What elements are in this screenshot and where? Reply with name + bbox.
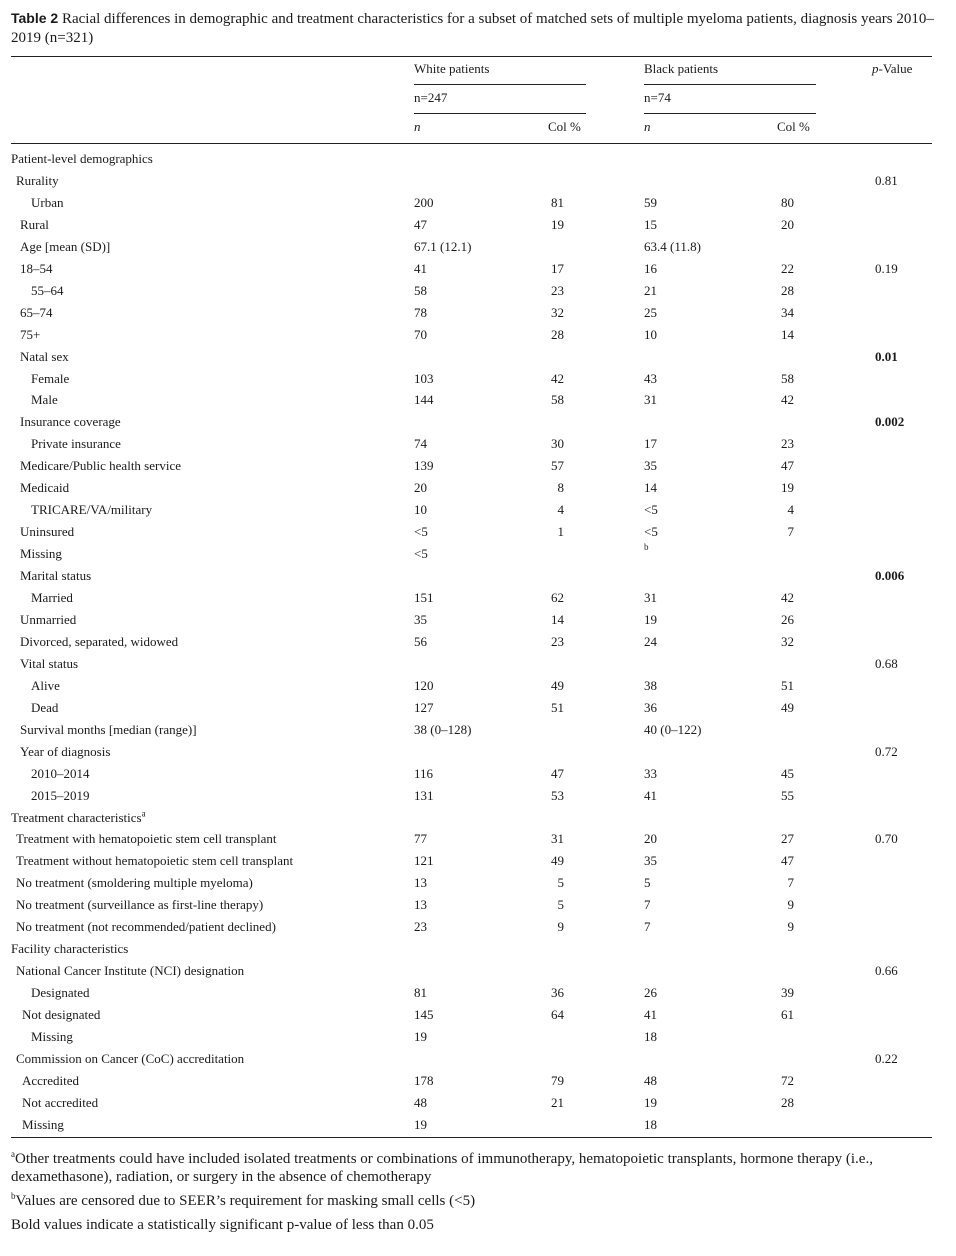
cell-black-count: 26 xyxy=(644,985,657,1000)
table-row xyxy=(0,941,956,963)
cell-black-col-pct: 61 xyxy=(781,1007,794,1022)
white-group-rule xyxy=(414,84,586,85)
cell-black-count: 63.4 (11.8) xyxy=(644,239,701,254)
cell-white-count: 178 xyxy=(414,1073,434,1088)
cell-white-col-pct: 51 xyxy=(551,700,564,715)
row-label: Rural xyxy=(20,217,49,232)
table-row xyxy=(0,349,956,371)
row-label: Facility characteristics xyxy=(11,941,129,956)
row-label: Female xyxy=(31,371,70,386)
cell-white-col-pct: 47 xyxy=(551,766,564,781)
footnote-a-text: Other treatments could have included isolated treatments or combinations of immunotherapy, hematopoietic transplants, hormone therapy (i.e., dexamethasone), radiation, or surgery in the absence of chemotherapy xyxy=(11,1151,873,1185)
row-label: Patient-level demographics xyxy=(11,151,153,166)
cell-p-value: 0.22 xyxy=(875,1051,898,1066)
footnote-bold-text: Bold values indicate a statistically significant p-value of less than 0.05 xyxy=(11,1217,434,1233)
row-label: Commission on Cancer (CoC) accreditation xyxy=(16,1051,245,1066)
row-label: Accredited xyxy=(22,1073,80,1088)
cell-white-col-pct: 23 xyxy=(551,283,564,298)
cell-white-count: <5 xyxy=(414,546,428,561)
footnote-a xyxy=(11,1150,946,1186)
cell-white-count: 144 xyxy=(414,392,434,407)
cell-white-col-pct: 49 xyxy=(551,853,564,868)
table-row xyxy=(0,436,956,458)
cell-black-col-pct: 42 xyxy=(781,590,794,605)
table-row xyxy=(0,590,956,612)
cell-white-col-pct: 42 xyxy=(551,371,564,386)
cell-black-col-pct: 27 xyxy=(781,831,794,846)
bottom-rule xyxy=(11,1137,932,1138)
row-label: Designated xyxy=(31,985,90,1000)
header-white-patients: White patients xyxy=(414,61,490,76)
cell-black-col-pct: 14 xyxy=(781,327,794,342)
cell-black-col-pct: 80 xyxy=(781,195,794,210)
cell-white-count: 48 xyxy=(414,1095,427,1110)
table-row xyxy=(0,919,956,941)
cell-black-count: 31 xyxy=(644,590,657,605)
table-row xyxy=(0,458,956,480)
cell-black-col-pct: 34 xyxy=(781,305,794,320)
table-row xyxy=(0,612,956,634)
cell-white-col-pct: 32 xyxy=(551,305,564,320)
row-label: No treatment (surveillance as first-line therapy) xyxy=(16,897,264,912)
cell-white-col-pct: 30 xyxy=(551,436,564,451)
table-row xyxy=(0,151,956,173)
table-row xyxy=(0,634,956,656)
table-row xyxy=(0,568,956,590)
cell-white-col-pct: 23 xyxy=(551,634,564,649)
table-row xyxy=(0,305,956,327)
cell-white-col-pct: 64 xyxy=(551,1007,564,1022)
cell-white-count: 70 xyxy=(414,327,427,342)
cell-white-col-pct: 5 xyxy=(557,875,564,890)
cell-black-col-pct: 28 xyxy=(781,283,794,298)
table-row xyxy=(0,766,956,788)
cell-p-value: 0.01 xyxy=(875,349,898,364)
row-label: Medicare/Public health service xyxy=(20,458,181,473)
cell-black-count: 16 xyxy=(644,261,657,276)
row-label: 65–74 xyxy=(20,305,53,320)
cell-white-col-pct: 14 xyxy=(551,612,564,627)
row-label: Natal sex xyxy=(20,349,69,364)
cell-white-col-pct: 57 xyxy=(551,458,564,473)
cell-white-col-pct: 62 xyxy=(551,590,564,605)
cell-black-count: 17 xyxy=(644,436,657,451)
table-row xyxy=(0,502,956,524)
cell-black-col-pct: 9 xyxy=(787,897,794,912)
cell-p-value: 0.006 xyxy=(875,568,905,583)
cell-white-count: 145 xyxy=(414,1007,434,1022)
row-label: Male xyxy=(31,392,58,407)
row-label: No treatment (not recommended/patient declined) xyxy=(16,919,276,934)
cell-p-value: 0.66 xyxy=(875,963,898,978)
cell-white-count: 35 xyxy=(414,612,427,627)
table-row xyxy=(0,875,956,897)
table-row xyxy=(0,810,956,832)
cell-white-count: 77 xyxy=(414,831,427,846)
table-row xyxy=(0,480,956,502)
row-label: Year of diagnosis xyxy=(20,744,111,759)
cell-black-count: 35 xyxy=(644,853,657,868)
cell-white-count: 116 xyxy=(414,766,434,781)
row-label: No treatment (smoldering multiple myeloma) xyxy=(16,875,253,890)
footnote-b-text: Values are censored due to SEER’s requirement for masking small cells (<5) xyxy=(15,1193,476,1209)
cell-black-count: 19 xyxy=(644,1095,657,1110)
row-label: Missing xyxy=(22,1117,64,1132)
table-row xyxy=(0,524,956,546)
cell-white-col-pct: 21 xyxy=(551,1095,564,1110)
cell-black-count: 40 (0–122) xyxy=(644,722,702,737)
cell-white-col-pct: 81 xyxy=(551,195,564,210)
cell-black-col-pct: 23 xyxy=(781,436,794,451)
header-white-n: n=247 xyxy=(414,90,448,105)
cell-white-count: 78 xyxy=(414,305,427,320)
footnote-b-mark: b xyxy=(11,1191,16,1201)
cell-black-count: 18 xyxy=(644,1117,657,1132)
table-row xyxy=(0,371,956,393)
cell-black-count: 5 xyxy=(644,875,651,890)
row-label: Married xyxy=(31,590,73,605)
row-label: Divorced, separated, widowed xyxy=(20,634,179,649)
row-label: Treatment characteristics$^a$ xyxy=(11,808,146,825)
cell-white-count: 103 xyxy=(414,371,434,386)
cell-white-count: 120 xyxy=(414,678,434,693)
cell-white-count: <5 xyxy=(414,524,428,539)
cell-black-count: 59 xyxy=(644,195,657,210)
cell-black-col-pct: 7 xyxy=(787,524,794,539)
top-rule xyxy=(11,56,932,57)
table-row xyxy=(0,1073,956,1095)
cell-black-count: 24 xyxy=(644,634,657,649)
row-label: Urban xyxy=(31,195,64,210)
header-black-patients: Black patients xyxy=(644,61,719,76)
cell-black-count: 25 xyxy=(644,305,657,320)
table-row xyxy=(0,1051,956,1073)
row-label: Insurance coverage xyxy=(20,414,121,429)
table-row xyxy=(0,327,956,349)
cell-black-count: 31 xyxy=(644,392,657,407)
cell-white-col-pct: 8 xyxy=(557,480,564,495)
header-black-col-pct: Col % xyxy=(777,119,810,134)
row-label: Marital status xyxy=(20,568,92,583)
cell-white-col-pct: 31 xyxy=(551,831,564,846)
cell-black-count: 41 xyxy=(644,1007,657,1022)
cell-black-count: 14 xyxy=(644,480,657,495)
cell-white-col-pct: 28 xyxy=(551,327,564,342)
table-row xyxy=(0,985,956,1007)
cell-black-col-pct: 55 xyxy=(781,788,794,803)
cell-white-count: 19 xyxy=(414,1117,427,1132)
cell-white-col-pct: 5 xyxy=(557,897,564,912)
cell-black-col-pct: 22 xyxy=(781,261,794,276)
cell-black-count: <5 xyxy=(644,524,658,539)
table-row xyxy=(0,700,956,722)
table-row xyxy=(0,1007,956,1029)
cell-white-count: 131 xyxy=(414,788,434,803)
cell-white-count: 38 (0–128) xyxy=(414,722,472,737)
table-caption-text: Racial differences in demographic and treatment characteristics for a subset of matched sets of multiple myeloma patients, diagnosis years 2010–2019 (n=321) xyxy=(11,11,934,46)
row-label: 75+ xyxy=(20,327,41,342)
table-row xyxy=(0,195,956,217)
header-white-count: n xyxy=(414,119,421,134)
cell-white-count: 20 xyxy=(414,480,427,495)
cell-black-count: <5 xyxy=(644,502,658,517)
cell-p-value: 0.72 xyxy=(875,744,898,759)
cell-white-col-pct: 79 xyxy=(551,1073,564,1088)
cell-p-value: 0.70 xyxy=(875,831,898,846)
cell-p-value: 0.002 xyxy=(875,414,905,429)
row-label: 55–64 xyxy=(31,283,64,298)
cell-black-col-pct: 19 xyxy=(781,480,794,495)
cell-white-count: 81 xyxy=(414,985,427,1000)
cell-white-count: 139 xyxy=(414,458,434,473)
cell-black-col-pct: 72 xyxy=(781,1073,794,1088)
cell-white-count: 23 xyxy=(414,919,427,934)
cell-black-count: 18 xyxy=(644,1029,657,1044)
cell-white-count: 10 xyxy=(414,502,427,517)
table-row xyxy=(0,283,956,305)
table-row xyxy=(0,392,956,414)
row-label: 18–54 xyxy=(20,261,53,276)
row-label: Missing xyxy=(31,1029,73,1044)
cell-black-count: 36 xyxy=(644,700,657,715)
cell-white-col-pct: 9 xyxy=(557,919,564,934)
cell-black-count: 33 xyxy=(644,766,657,781)
cell-black-col-pct: 26 xyxy=(781,612,794,627)
cell-black-count: 7 xyxy=(644,897,651,912)
table-row xyxy=(0,656,956,678)
cell-black-col-pct: 28 xyxy=(781,1095,794,1110)
cell-white-col-pct: 36 xyxy=(551,985,564,1000)
row-label: Age [mean (SD)] xyxy=(20,239,111,254)
cell-white-count: 19 xyxy=(414,1029,427,1044)
row-label: TRICARE/VA/military xyxy=(31,502,153,517)
footnote-a-mark: a xyxy=(11,1149,15,1159)
table-row xyxy=(0,963,956,985)
cell-black-count: 38 xyxy=(644,678,657,693)
cell-black-col-pct: 39 xyxy=(781,985,794,1000)
cell-white-count: 47 xyxy=(414,217,427,232)
table-label: Table 2 xyxy=(11,10,59,26)
cell-black-count: 35 xyxy=(644,458,657,473)
cell-white-count: 13 xyxy=(414,897,427,912)
cell-white-col-pct: 4 xyxy=(557,502,564,517)
cell-white-count: 151 xyxy=(414,590,434,605)
table-row xyxy=(0,217,956,239)
cell-black-col-pct: 47 xyxy=(781,458,794,473)
row-label: Private insurance xyxy=(31,436,121,451)
cell-white-count: 56 xyxy=(414,634,427,649)
cell-black-count: 10 xyxy=(644,327,657,342)
table-row xyxy=(0,722,956,744)
cell-black-count: 41 xyxy=(644,788,657,803)
cell-white-count: 67.1 (12.1) xyxy=(414,239,472,254)
black-n-rule xyxy=(644,113,816,114)
header-p-value: p-Value xyxy=(872,61,913,76)
footnote-a-ref: a xyxy=(141,808,146,819)
table-row xyxy=(0,542,956,568)
table-row xyxy=(0,414,956,436)
row-label: Treatment with hematopoietic stem cell transplant xyxy=(16,831,277,846)
cell-p-value: 0.81 xyxy=(875,173,898,188)
row-label: 2010–2014 xyxy=(31,766,90,781)
cell-white-count: 121 xyxy=(414,853,434,868)
cell-black-col-pct: 47 xyxy=(781,853,794,868)
cell-white-count: 127 xyxy=(414,700,434,715)
table-row xyxy=(0,897,956,919)
cell-white-col-pct: 49 xyxy=(551,678,564,693)
cell-p-value: 0.68 xyxy=(875,656,898,671)
cell-black-col-pct: 42 xyxy=(781,392,794,407)
cell-black-col-pct: 32 xyxy=(781,634,794,649)
cell-white-count: 200 xyxy=(414,195,434,210)
table-row xyxy=(0,1117,956,1139)
cell-white-col-pct: 58 xyxy=(551,392,564,407)
cell-black-col-pct: 7 xyxy=(787,875,794,890)
row-label: Not accredited xyxy=(22,1095,99,1110)
cell-black-count: 7 xyxy=(644,919,651,934)
table-row xyxy=(0,678,956,700)
table-row xyxy=(0,831,956,853)
cell-black-col-pct: 45 xyxy=(781,766,794,781)
table-row xyxy=(0,239,956,261)
cell-black-count: 43 xyxy=(644,371,657,386)
cell-white-col-pct: 19 xyxy=(551,217,564,232)
cell-black-count: 20 xyxy=(644,831,657,846)
cell-black-col-pct: 58 xyxy=(781,371,794,386)
footnote-b xyxy=(11,1192,946,1210)
footnote-bold-values xyxy=(11,1216,946,1234)
row-label: Uninsured xyxy=(20,524,75,539)
white-n-rule xyxy=(414,113,586,114)
table-caption xyxy=(11,9,936,48)
cell-white-col-pct: 17 xyxy=(551,261,564,276)
cell-black-count: 19 xyxy=(644,612,657,627)
table-row xyxy=(0,1029,956,1051)
row-label: Rurality xyxy=(16,173,59,188)
table-row xyxy=(0,788,956,810)
row-label: Not designated xyxy=(22,1007,101,1022)
row-label: Unmarried xyxy=(20,612,77,627)
header-white-col-pct: Col % xyxy=(548,119,581,134)
header-black-count: n xyxy=(644,119,651,134)
row-label: Treatment without hematopoietic stem cell transplant xyxy=(16,853,294,868)
table-row xyxy=(0,1095,956,1117)
row-label: Missing xyxy=(20,546,62,561)
black-group-rule xyxy=(644,84,816,85)
cell-white-count: 41 xyxy=(414,261,427,276)
footnote-b-ref: b xyxy=(644,542,649,552)
cell-black-col-pct: 49 xyxy=(781,700,794,715)
cell-white-col-pct: 1 xyxy=(557,524,564,539)
table-row xyxy=(0,744,956,766)
table-row xyxy=(0,261,956,283)
row-label: National Cancer Institute (NCI) designation xyxy=(16,963,245,978)
cell-p-value: 0.19 xyxy=(875,261,898,276)
cell-white-col-pct: 53 xyxy=(551,788,564,803)
cell-black-count: 48 xyxy=(644,1073,657,1088)
cell-white-count: 58 xyxy=(414,283,427,298)
cell-black-count: 15 xyxy=(644,217,657,232)
cell-white-count: 13 xyxy=(414,875,427,890)
header-black-n: n=74 xyxy=(644,90,671,105)
row-label: Medicaid xyxy=(20,480,70,495)
cell-black-col-pct: 9 xyxy=(787,919,794,934)
row-label: Survival months [median (range)] xyxy=(20,722,197,737)
row-label: Alive xyxy=(31,678,60,693)
cell-white-count: 74 xyxy=(414,436,427,451)
row-label: Vital status xyxy=(20,656,79,671)
cell-black-col-pct: 4 xyxy=(787,502,794,517)
cell-black-col-pct: 20 xyxy=(781,217,794,232)
table-row xyxy=(0,853,956,875)
header-bottom-rule xyxy=(11,143,932,144)
row-label: 2015–2019 xyxy=(31,788,90,803)
row-label: Dead xyxy=(31,700,59,715)
table-row xyxy=(0,173,956,195)
cell-black-col-pct: 51 xyxy=(781,678,794,693)
cell-black-count: 21 xyxy=(644,283,657,298)
